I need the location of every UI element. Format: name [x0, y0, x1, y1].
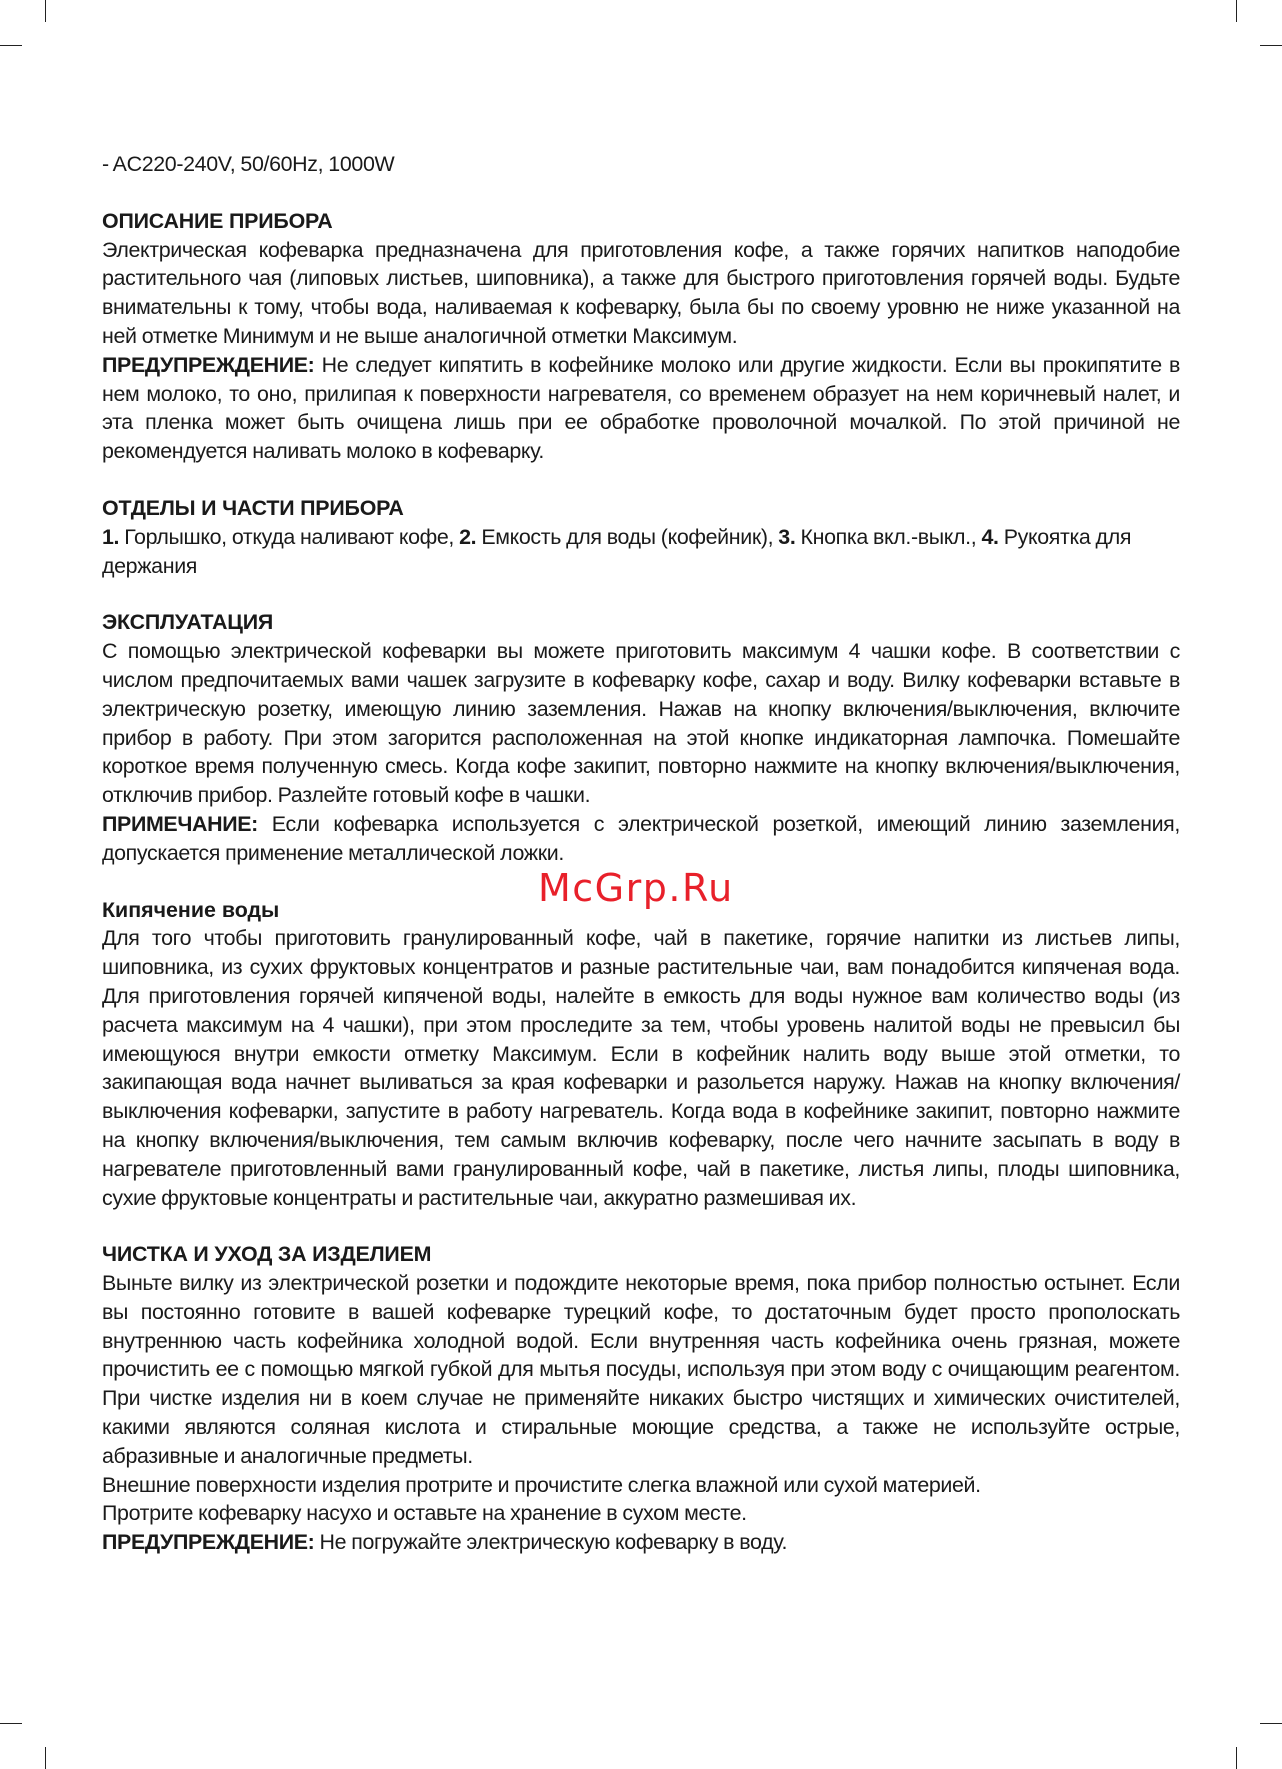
section-cleaning: [102, 1240, 1180, 1557]
watermark: McGrp.Ru: [538, 866, 734, 910]
description-warning: [102, 351, 1180, 466]
section-operation: [102, 608, 1180, 867]
warning-text: Не погружайте электрическую кофеварку в воду.: [314, 1530, 788, 1555]
section-boiling: [102, 896, 1180, 1213]
warning-text: Не следует кипятить в кофейнике молоко или другие жидкости. Если вы прокипятите в нем молоко, то оно, прилипая к поверхности нагревателя, со временем образует на нем коричневый налет, и эта пленка может быть очищена лишь при ее обработке проволочной мочалкой. По этой причиной не рекомендуется наливать молоко в кофеварку.: [102, 352, 1180, 464]
note-label: ПРИМЕЧАНИЕ:: [102, 811, 258, 836]
cleaning-text: Выньте вилку из электрической розетки и подождите некоторые время, пока прибор полностью остынет. Если вы постоянно готовите в вашей кофеварке турецкий кофе, то достаточным будет просто прополоскать внутреннюю часть кофейника холодной водой. Если внутренняя часть кофейника очень грязная, можете прочистить ее с помощью мягкой губкой для мытья посуды, используя при этом воду с очищающим реагентом. При чистке изделия ни в коем случае не применяйте никаких быстро чистящих и химических очистителей, какими являются соляная кислота и стиральные моющие средства, а также не используйте острые, абразивные и аналогичные предметы.: [102, 1271, 1180, 1468]
section-title-operation: ЭКСПЛУАТАЦИЯ: [102, 610, 274, 635]
part-number: 2.: [459, 524, 477, 549]
spec-line: - AC220-240V, 50/60Hz, 1000W: [102, 152, 395, 176]
page-content: [102, 150, 1180, 1557]
cleaning-line-2: Внешние поверхности изделия протрите и прочистите слегка влажной или сухой материей.: [102, 1472, 981, 1497]
part-number: 3.: [778, 524, 796, 549]
crop-mark-bottom-left-h: [0, 1723, 22, 1724]
section-description: [102, 207, 1180, 466]
part-text: Емкость для воды (кофейник),: [476, 524, 779, 549]
warning-label: ПРЕДУПРЕЖДЕНИЕ:: [102, 352, 315, 377]
part-text: Кнопка вкл.-выкл.,: [795, 524, 982, 549]
operation-note: [102, 810, 1180, 868]
boiling-text: Для того чтобы приготовить гранулированный кофе, чай в пакетике, горячие напитки из листьев липы, шиповника, из сухих фруктовых концентратов и разные растительные чаи, вам понадобится кипяченая вода. Для приготовления горячей кипяченой воды, налейте в емкость для воды нужное вам количество воды (из расчета максимум на 4 чашки), при этом проследите за тем, чтобы уровень налитой воды не превысил бы имеющуюся внутри емкости отметку Максимум. Если в кофейник налить воду выше этой отметки, то закипающая вода начнет выливаться за края кофеварки и разольется наружу. Нажав на кнопку включения/выключения кофеварки, запустите в работу нагреватель. Когда вода в кофейнике закипит, повторно нажмите на кнопку включения/выключения, тем самым включив кофеварку, после чего начните засыпать в воду в нагревателе приготовленный вами гранулированный кофе, чай в пакетике, листья липы, плоды шиповника, сухие фруктовые концентраты и растительные чаи, аккуратно размешивая их.: [102, 926, 1180, 1210]
section-parts: [102, 494, 1180, 580]
parts-list: [102, 523, 1180, 581]
description-text: Электрическая кофеварка предназначена для приготовления кофе, а также горячих напитков наподобие растительного чая (липовых листьев, шиповника), а также для быстрого приготовления горячей воды. Будьте внимательны к тому, чтобы вода, наливаемая к кофеварку, была бы по своему уровню не ниже указанной на ней отметке Минимум и не выше аналогичной отметки Максимум.: [102, 237, 1180, 348]
section-title-description: ОПИСАНИЕ ПРИБОРА: [102, 208, 333, 233]
crop-mark-bottom-right-h: [1260, 1723, 1282, 1724]
crop-mark-top-right-v: [1236, 0, 1237, 22]
warning-label: ПРЕДУПРЕЖДЕНИЕ:: [102, 1530, 315, 1555]
crop-mark-top-left-v: [45, 0, 46, 22]
cleaning-warning: [102, 1528, 1180, 1557]
crop-mark-bottom-right-v: [1236, 1747, 1237, 1769]
crop-mark-top-left-h: [0, 45, 22, 46]
operation-text: С помощью электрической кофеварки вы можете приготовить максимум 4 чашки кофе. В соответствии с числом предпочитаемых вами чашек загрузите в кофеварку кофе, сахар и воду. Вилку кофеварки вставьте в электрическую розетку, имеющую линию заземления. Нажав на кнопку включения/выключения, включите прибор в работу. При этом загорится расположенная на этой кнопке индикаторная лампочка. Помешайте короткое время полученную смесь. Когда кофе закипит, повторно нажмите на кнопку включения/выключения, отключив прибор. Разлейте готовый кофе в чашки.: [102, 639, 1180, 808]
crop-mark-top-right-h: [1260, 45, 1282, 46]
cleaning-line-3: Протрите кофеварку насухо и оставьте на хранение в сухом месте.: [102, 1501, 747, 1526]
note-text: Если кофеварка используется с электрической розеткой, имеющий линию заземления, допускается применение металлической ложки.: [102, 811, 1180, 865]
part-text: Рукоятка для держания: [102, 524, 1132, 578]
section-title-parts: ОТДЕЛЫ И ЧАСТИ ПРИБОРА: [102, 495, 404, 520]
part-number: 4.: [981, 524, 999, 549]
crop-mark-bottom-left-v: [45, 1747, 46, 1769]
section-title-cleaning: ЧИСТКА И УХОД ЗА ИЗДЕЛИЕМ: [102, 1242, 432, 1267]
section-title-boiling: Кипячение воды: [102, 897, 280, 922]
part-text: Горлышко, откуда наливают кофе,: [119, 524, 460, 549]
part-number: 1.: [102, 524, 120, 549]
